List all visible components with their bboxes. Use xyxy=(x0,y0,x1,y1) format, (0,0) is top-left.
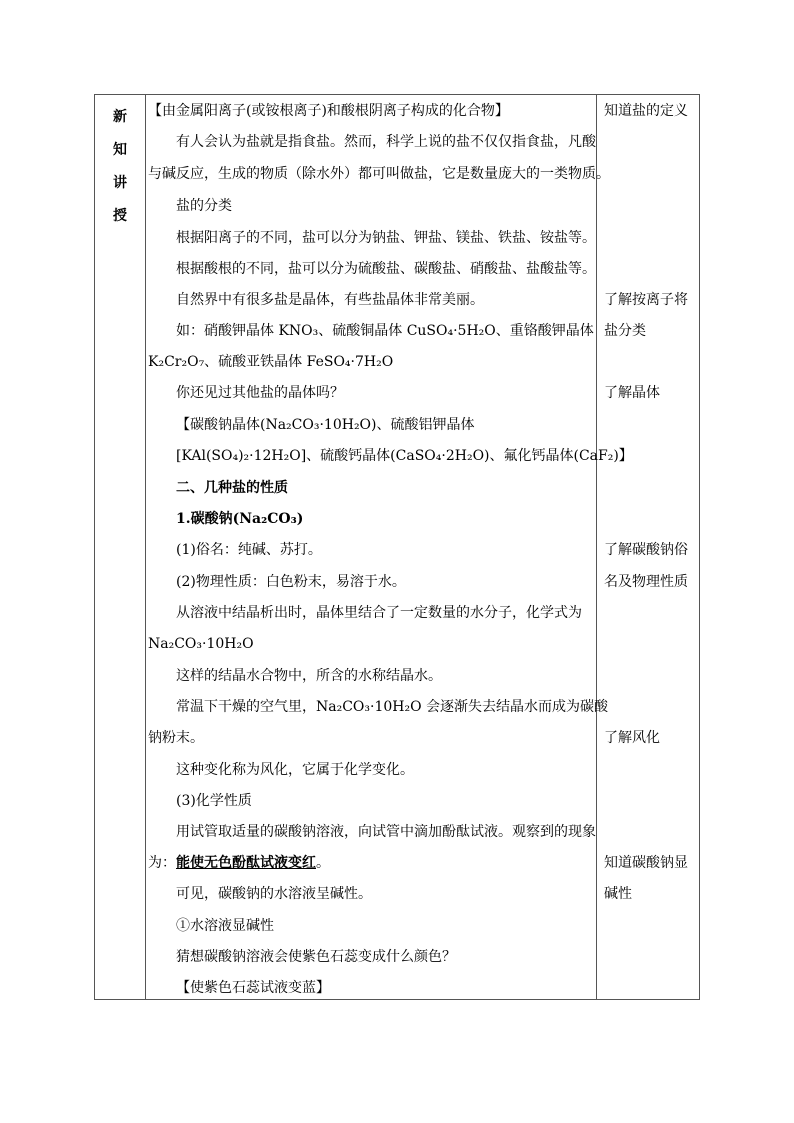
note-line: 了解风化 xyxy=(604,730,660,746)
note-line: 知道碳酸钠显 xyxy=(604,855,688,871)
section-column xyxy=(95,95,146,999)
section-char: 授 xyxy=(113,208,127,224)
content-line: 钠粉末。 xyxy=(148,730,204,746)
content-line xyxy=(148,853,330,873)
content-line: 自然界中有很多盐是晶体，有些盐晶体非常美丽。 xyxy=(176,292,484,308)
content-line: 【使紫色石蕊试液变蓝】 xyxy=(176,980,330,996)
section-label xyxy=(111,101,129,233)
content-line: 你还见过其他盐的晶体吗？ xyxy=(176,385,344,401)
section-char: 新 xyxy=(113,109,127,125)
content-line: (1)俗名：纯碱、苏打。 xyxy=(176,542,322,558)
content-line: 这种变化称为风化，它属于化学变化。 xyxy=(176,762,414,778)
content-line: [KAl(SO₄)₂·12H₂O]、硫酸钙晶体(CaSO₄·2H₂O)、氟化钙晶体(CaF₂)】 xyxy=(176,448,633,464)
answer-prefix: 为： xyxy=(148,855,176,871)
content-line: (3)化学性质 xyxy=(176,793,252,809)
content-line: 用试管取适量的碳酸钠溶液，向试管中滴加酚酞试液。观察到的现象 xyxy=(176,824,596,840)
content-line: 与碱反应，生成的物质（除水外）都可叫做盐，它是数量庞大的一类物质。 xyxy=(148,166,610,182)
note-line: 名及物理性质 xyxy=(604,574,688,590)
content-line: 这样的结晶水合物中，所含的水称结晶水。 xyxy=(176,668,442,684)
answer-underlined: 能使无色酚酞试液变红 xyxy=(176,855,316,871)
content-line: 【碳酸钠晶体(Na₂CO₃·10H₂O)、硫酸铝钾晶体 xyxy=(176,417,475,433)
note-line: 了解晶体 xyxy=(604,385,660,401)
note-line: 盐分类 xyxy=(604,323,646,339)
content-line: 【由金属阳离子(或铵根离子)和酸根阴离子构成的化合物】 xyxy=(148,103,509,119)
section-char: 讲 xyxy=(113,175,127,191)
content-line: 有人会认为盐就是指食盐。然而，科学上说的盐不仅仅指食盐，凡酸 xyxy=(176,134,596,150)
content-line: 可见，碳酸钠的水溶液呈碱性。 xyxy=(176,886,372,902)
content-line: 常温下干燥的空气里，Na₂CO₃·10H₂O 会逐渐失去结晶水而成为碳酸 xyxy=(176,699,609,715)
content-line: ①水溶液显碱性 xyxy=(176,918,274,934)
subsection-heading: 1.碳酸钠(Na₂CO₃) xyxy=(176,511,304,527)
content-line: 盐的分类 xyxy=(176,198,232,214)
content-line: 根据酸根的不同，盐可以分为硫酸盐、碳酸盐、硝酸盐、盐酸盐等。 xyxy=(176,261,596,277)
content-line: K₂Cr₂O₇、硫酸亚铁晶体 FeSO₄·7H₂O xyxy=(148,354,394,370)
content-line: Na₂CO₃·10H₂O xyxy=(148,636,254,652)
content-line: (2)物理性质：白色粉末，易溶于水。 xyxy=(176,574,406,590)
note-line: 了解按离子将 xyxy=(604,292,688,308)
answer-suffix: 。 xyxy=(316,855,330,871)
content-line: 从溶液中结晶析出时，晶体里结合了一定数量的水分子，化学式为 xyxy=(176,605,582,621)
note-line: 知道盐的定义 xyxy=(604,103,688,119)
section-char: 知 xyxy=(113,142,127,158)
content-line: 如：硝酸钾晶体 KNO₃、硫酸铜晶体 CuSO₄·5H₂O、重铬酸钾晶体 xyxy=(176,323,594,339)
note-line: 碱性 xyxy=(604,886,632,902)
note-line: 了解碳酸钠俗 xyxy=(604,542,688,558)
section-heading: 二、几种盐的性质 xyxy=(176,480,288,496)
content-line: 猜想碳酸钠溶液会使紫色石蕊变成什么颜色？ xyxy=(176,949,456,965)
content-line: 根据阳离子的不同，盐可以分为钠盐、钾盐、镁盐、铁盐、铵盐等。 xyxy=(176,230,596,246)
